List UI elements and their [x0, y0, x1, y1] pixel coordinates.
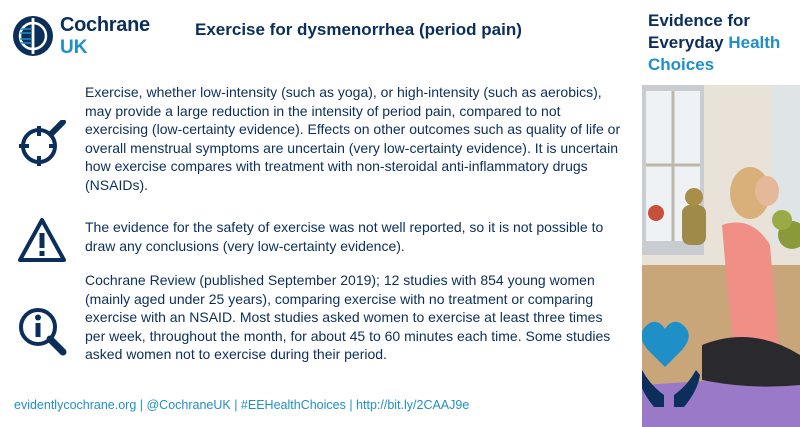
info-magnifier-icon [17, 306, 67, 356]
review-text: Cochrane Review (published September 2019); 12 studies with 854 young women (mainly aged under 25 years), comparing exercise with no treatment or comparing exercise with an NSAID. Most studies asked women to exercise at least three times per week, throughout the month, for about 45 to 60 minutes each time. Some studies asked women not to exercise during their period. [85, 272, 611, 363]
yoga-photo [642, 85, 800, 427]
target-magnifier-icon [17, 120, 67, 170]
brand-name: Cochrane [60, 14, 150, 36]
page-title: Exercise for dysmenorrhea (period pain) [195, 20, 522, 39]
side-heading-health: Health [728, 33, 781, 52]
cochrane-logo-icon [12, 15, 54, 57]
side-heading [648, 10, 798, 76]
cochrane-logo [12, 12, 162, 62]
side-heading-everyday: Everyday [648, 33, 724, 52]
side-heading-choices: Choices [648, 55, 715, 74]
brand-sub: UK [60, 37, 88, 58]
side-heading-line1: Evidence for [648, 11, 751, 30]
warning-icon [17, 216, 67, 266]
findings-text: Exercise, whether low-intensity (such as yoga), or high-intensity (such as aerobics), may provide a large reduction in the intensity of period pain, compared to not exercising (low-certainty evidence). Effects on other outcomes such as quality of life or overall menstrual symptoms are uncertain (very low-certainty evidence). It is uncertain how exercise compares with treatment with non-steroidal anti-inflammatory drugs (NSAIDs). [85, 84, 621, 193]
safety-text: The evidence for the safety of exercise was not well reported, so it is not possible to draw any conclusions (very low-certainty evidence). [85, 219, 604, 254]
footer-links: evidentlycochrane.org | @CochraneUK | #EEHealthChoices | http://bit.ly/2CAAJ9e [14, 398, 470, 412]
